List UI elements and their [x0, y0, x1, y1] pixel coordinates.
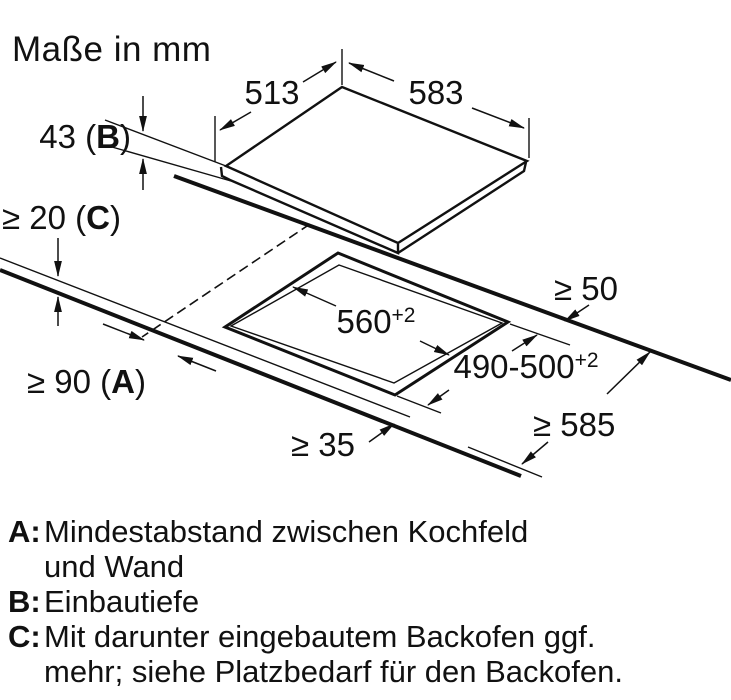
legend-text-c-line1: Mit darunter eingebautem Backofen ggf. — [44, 619, 596, 654]
dim-43-label — [39, 118, 131, 155]
dim-560-leader-b — [420, 341, 449, 355]
dim-43-close: ) — [120, 118, 131, 155]
cooktop-body-lip — [221, 162, 526, 253]
dim-585-label: ≥ 585 — [533, 406, 616, 443]
dim-90-close: ) — [135, 363, 146, 400]
legend-text-b — [44, 584, 723, 619]
dim-513-leader-b — [303, 62, 336, 82]
dim-583 — [349, 63, 529, 158]
dim-20-c — [2, 199, 121, 326]
dim-35-leader — [369, 424, 394, 442]
dim-490-500 — [397, 324, 599, 413]
dim-43-text: 43 ( — [39, 118, 97, 155]
dim-20-close: ) — [110, 199, 121, 236]
dim-513 — [215, 49, 342, 162]
wall-projection-dashed-line — [142, 224, 310, 337]
cutout-bottom-extension — [397, 396, 441, 413]
legend-text-b-line1: Einbautiefe — [44, 584, 200, 619]
dim-35 — [291, 424, 394, 463]
dim-560-leader-a — [293, 287, 336, 306]
dim-513-label: 513 — [244, 74, 300, 111]
legend-item-a — [8, 514, 723, 584]
dim-560 — [293, 287, 449, 355]
dim-50-label: ≥ 50 — [554, 270, 618, 307]
dim-560-tolerance: +2 — [391, 304, 416, 327]
dim-50-leader — [565, 305, 589, 321]
dim-50 — [554, 270, 618, 321]
legend-text-c-line2: mehr; siehe Platzbedarf für den Backofen. — [44, 654, 623, 689]
dim-20-letter: C — [86, 199, 110, 236]
legend-item-c — [8, 619, 723, 689]
dim-20-label — [2, 199, 121, 236]
legend-key-a: A: — [8, 514, 41, 549]
legend-text-a — [44, 514, 723, 584]
legend-text-a-line2: und Wand — [44, 549, 185, 584]
dim-20-text: ≥ 20 ( — [2, 199, 87, 236]
front-edge-extension — [468, 447, 542, 477]
page-title: Maße in mm — [12, 30, 212, 69]
dim-90-text: ≥ 90 ( — [27, 363, 112, 400]
dim-583-leader-b — [472, 108, 524, 128]
dim-560-label — [336, 303, 415, 340]
dim-43-b — [39, 96, 231, 190]
dim-490-label — [453, 348, 598, 385]
dim-513-leader-a — [220, 112, 251, 130]
dim-490-leader-b — [428, 390, 449, 405]
dim-90-letter: A — [111, 363, 135, 400]
legend-key-b: B: — [8, 584, 41, 619]
dim-490-tolerance: +2 — [574, 349, 599, 372]
legend-item-b — [8, 584, 723, 619]
dim-90-label — [27, 363, 146, 400]
dim-583-label: 583 — [408, 74, 464, 111]
dim-585-leader-a — [607, 352, 650, 394]
dim-35-label: ≥ 35 — [291, 426, 355, 463]
legend — [8, 514, 723, 689]
dim-560-value: 560 — [336, 303, 392, 340]
dim-90-leader-b — [178, 356, 216, 371]
dim-490-value: 490-500 — [453, 348, 575, 385]
cutout-right-extension — [510, 324, 570, 345]
legend-key-c: C: — [8, 619, 41, 654]
dim-585-leader-b — [522, 442, 548, 464]
dim-43-letter: B — [96, 118, 120, 155]
legend-text-a-line1: Mindestabstand zwischen Kochfeld — [44, 514, 529, 549]
legend-text-c — [44, 619, 723, 689]
dim-583-leader-a — [349, 63, 394, 81]
dim-90-a — [27, 324, 216, 400]
